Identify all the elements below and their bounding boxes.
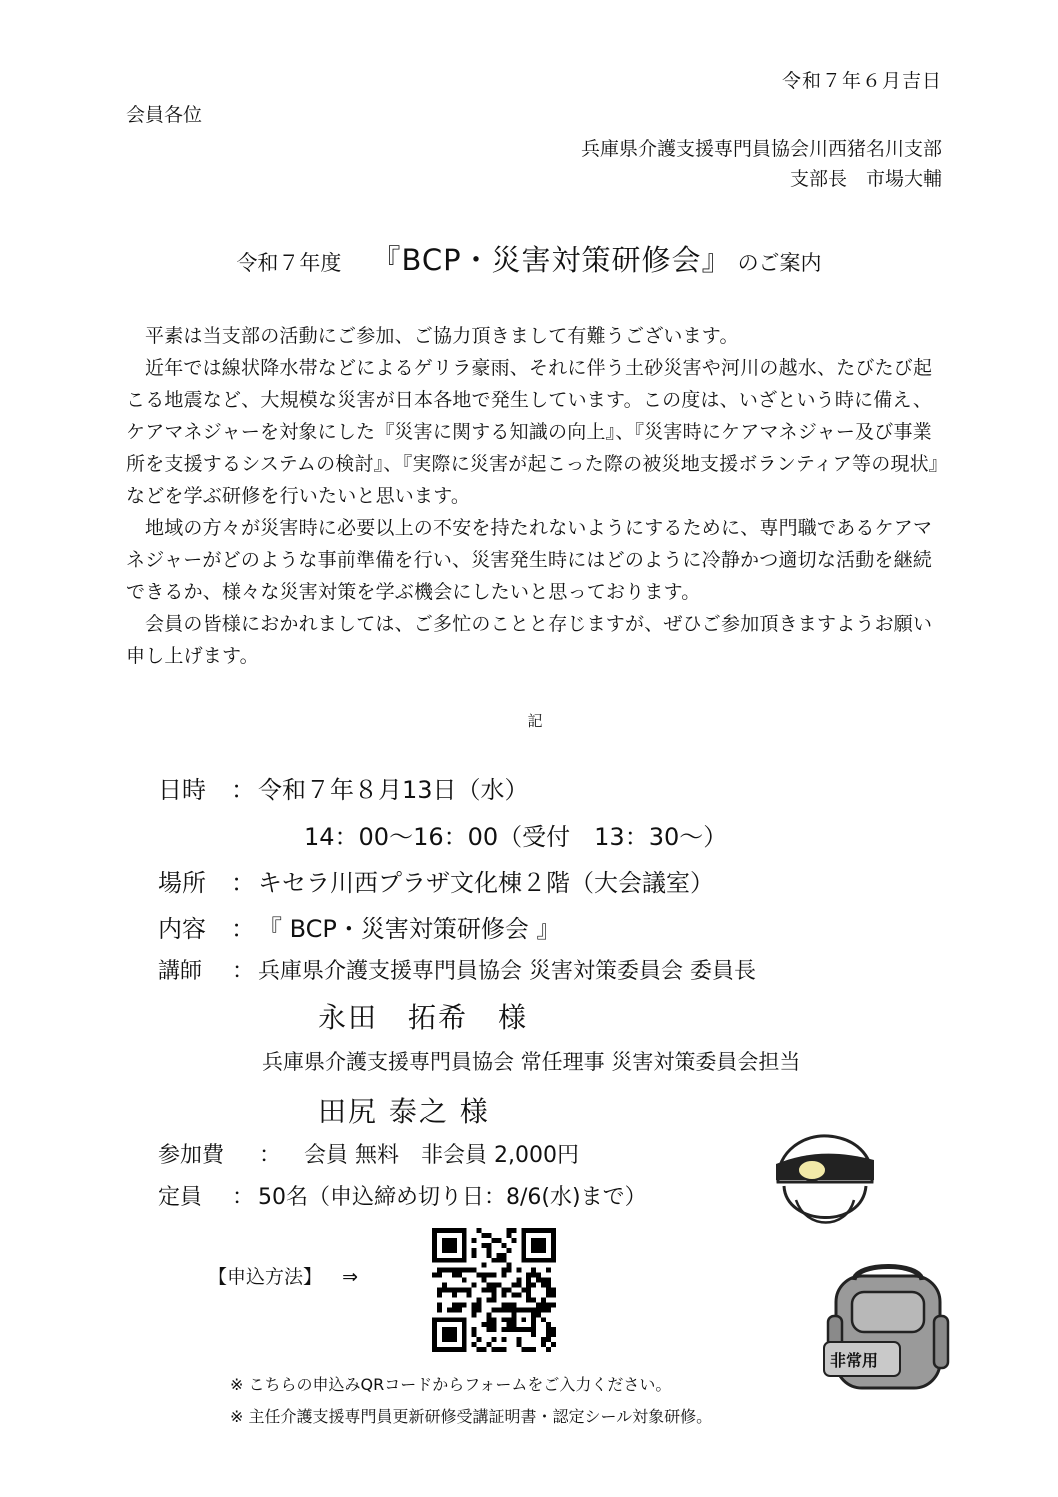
document-title (0, 238, 1058, 279)
sender-name: 支部長 市場大輔 (789, 168, 942, 190)
content-row (158, 909, 561, 944)
lecturer1-name: 永田 拓希 様 (318, 1001, 529, 1034)
content-label: 内容 (158, 915, 206, 943)
datetime-value: 令和７年８月13日（水） (258, 776, 529, 804)
emergency-label: 非常用 (830, 1351, 879, 1370)
lecturer2-role: 兵庫県介護支援専門員協会 常任理事 災害対策委員会担当 (262, 1050, 801, 1074)
colon: ： (231, 915, 255, 943)
datetime-row (158, 770, 529, 805)
body-paragraph: 近年では線状降水帯などによるゲリラ豪雨、それに伴う土砂災害や河川の越水、たびたび起こる地震など、大規模な災害が日本各地で発生しています。この度は、いざという時に備え、ケアマネジャーを対象にした『災害に関する知識の向上』、『災害時にケアマネジャー及び事業所を支援するシステムの検討』、『実際に災害が起こった際の被災地支援ボランティア等の現状』などを学ぶ研修を行いたいと思います。 (126, 357, 939, 507)
time-value: 14：00～16：00（受付 13：30～） (304, 823, 728, 851)
ki-heading: 記 (527, 712, 543, 730)
datetime-label: 日時 (158, 776, 206, 804)
apply-label: 【申込方法】 (208, 1266, 323, 1288)
backpack-icon (822, 1258, 954, 1394)
emergency-bag (822, 1258, 954, 1394)
capacity-label: 定員 (158, 1185, 203, 1210)
arrow-icon: ⇒ (342, 1266, 358, 1288)
body-paragraph: 会員の皆様におかれましては、ご多忙のことと存じますが、ぜひご参加頂きますようお願い申し上げます。 (126, 613, 933, 667)
fee-value: 会員 無料 非会員 2,000円 (304, 1143, 579, 1168)
colon: ： (231, 776, 255, 804)
title-main: 『BCP・災害対策研修会』 (371, 243, 732, 277)
title-prefix: 令和７年度 (236, 251, 342, 275)
fee-row (158, 1138, 579, 1169)
colon: ： (231, 1185, 254, 1210)
place-value: キセラ川西プラザ文化棟２階（大会議室） (258, 869, 714, 897)
body-paragraph: 平素は当支部の活動にご参加、ご協力頂きまして有難うございます。 (145, 325, 739, 347)
capacity-value: 50名（申込締め切り日：8/6(水)まで） (258, 1185, 647, 1210)
content-value: 『 BCP・災害対策研修会 』 (258, 915, 561, 943)
colon: ： (258, 1143, 281, 1168)
place-label: 場所 (158, 869, 206, 897)
application-qr-code[interactable] (432, 1228, 556, 1352)
colon: ： (231, 959, 254, 984)
helmet-icon (766, 1130, 884, 1242)
body-text (126, 320, 941, 672)
note-qr: ※ こちらの申込みQRコードからフォームをご入力ください。 (230, 1375, 672, 1394)
lecturer1-role: 兵庫県介護支援専門員協会 災害対策委員会 委員長 (258, 959, 756, 984)
issue-date: 令和７年６月吉日 (781, 70, 942, 92)
colon: ： (231, 869, 255, 897)
body-paragraph: 地域の方々が災害時に必要以上の不安を持たれないようにするために、専門職であるケアマネジャーがどのような事前準備を行い、災害発生時にはどのように冷静かつ適切な活動を継続できるか、様々な災害対策を学ぶ機会にしたいと思っております。 (126, 517, 933, 603)
lecturer2-name: 田尻 泰之 様 (318, 1095, 490, 1128)
lecturer-row (158, 954, 756, 985)
apply-method (208, 1262, 358, 1289)
recipient: 会員各位 (126, 104, 203, 126)
lecturer-label: 講師 (158, 959, 203, 984)
sender-organization: 兵庫県介護支援専門員協会川西猪名川支部 (580, 138, 942, 160)
title-suffix: のご案内 (737, 251, 822, 275)
capacity-row (158, 1180, 647, 1211)
fee-label: 参加費 (158, 1143, 225, 1168)
place-row (158, 863, 714, 898)
note-certificate: ※ 主任介護支援専門員更新研修受講証明書・認定シール対象研修。 (230, 1407, 713, 1426)
